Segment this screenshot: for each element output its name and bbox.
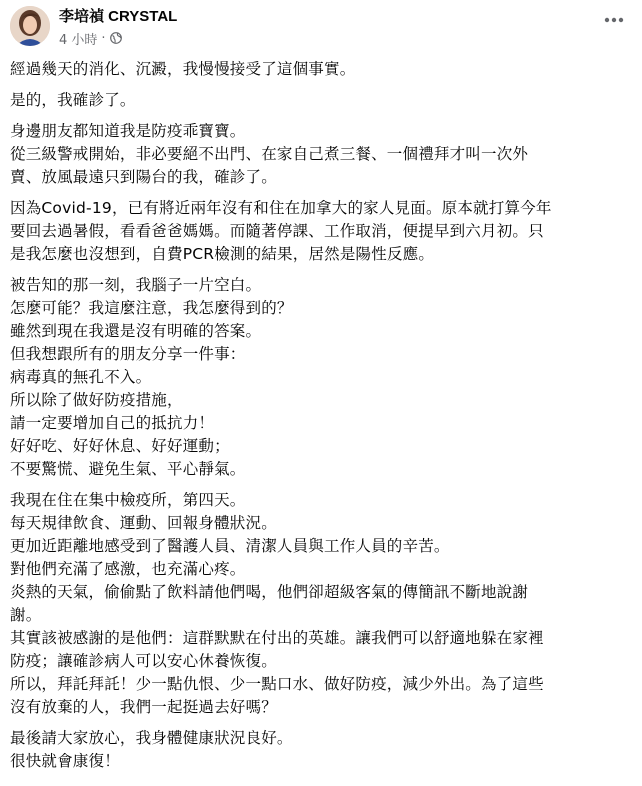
- post-text-line: 好好吃、好好休息、好好運動；: [10, 437, 230, 455]
- post-text-line: 因為Covid-19，已有將近兩年沒有和住在加拿大的家人見面。原本就打算今年: [10, 199, 552, 217]
- post-text-line: 很快就會康復！: [10, 752, 120, 770]
- post-text-line: 經過幾天的消化、沉澱，我慢慢接受了這個事實。: [10, 60, 356, 78]
- post-paragraph: [10, 274, 634, 481]
- post-text-line: 其實該被感謝的是他們：這群默默在付出的英雄。讓我們可以舒適地躲在家裡: [10, 629, 544, 647]
- author-avatar[interactable]: [10, 6, 50, 46]
- post-paragraph: [10, 489, 634, 719]
- more-options-icon: [604, 17, 624, 23]
- post-text-line: 身邊朋友都知道我是防疫乖寶寶。: [10, 122, 246, 140]
- post-text-line: 要回去過暑假，看看爸爸媽媽。而隨著停課、工作取消，便提早到六月初。只: [10, 222, 544, 240]
- post-text-line: 是我怎麼也沒想到，自費PCR檢測的結果，居然是陽性反應。: [10, 245, 435, 263]
- post-text-line: 謝。: [10, 606, 42, 624]
- post-paragraph: [10, 197, 634, 266]
- post-text-line: 沒有放棄的人，我們一起挺過去好嗎？: [10, 698, 277, 716]
- post-text-line: 更加近距離地感受到了醫護人員、清潔人員與工作人員的辛苦。: [10, 537, 450, 555]
- post-paragraph: [10, 727, 634, 773]
- post-text-line: 從三級警戒開始，非必要絕不出門、在家自己煮三餐、一個禮拜才叫一次外: [10, 145, 529, 163]
- post-text-line: 我現在住在集中檢疫所，第四天。: [10, 491, 246, 509]
- post-text-line: 不要驚慌、避免生氣、平心靜氣。: [10, 460, 246, 478]
- post-text-line: 但我想跟所有的朋友分享一件事：: [10, 345, 246, 363]
- post-text-line: 對他們充滿了感激，也充滿心疼。: [10, 560, 246, 578]
- post-paragraph: [10, 120, 634, 189]
- post-text-line: 是的，我確診了。: [10, 91, 136, 109]
- post-text-line: 被告知的那一刻，我腦子一片空白。: [10, 276, 262, 294]
- post-text-line: 請一定要增加自己的抵抗力！: [10, 414, 215, 432]
- post-timestamp[interactable]: 4 小時: [59, 32, 98, 48]
- post-text-line: 每天規律飲食、運動、回報身體狀況。: [10, 514, 277, 532]
- post-text-line: 雖然到現在我還是沒有明確的答案。: [10, 322, 262, 340]
- post-text-line: 最後請大家放心，我身體健康狀況良好。: [10, 729, 293, 747]
- post-text-line: 賣、放風最遠只到陽台的我，確診了。: [10, 168, 277, 186]
- post-body: [10, 58, 634, 781]
- post-text-line: 所以除了做好防疫措施，: [10, 391, 183, 409]
- post-header: [10, 6, 632, 50]
- post-text-line: 怎麼可能？我這麼注意，我怎麼得到的？: [10, 299, 293, 317]
- post-paragraph: [10, 89, 634, 112]
- globe-icon: [110, 32, 122, 44]
- post-text-line: 炎熱的天氣，偷偷點了飲料請他們喝，他們卻超級客氣的傳簡訊不斷地說謝: [10, 583, 529, 601]
- avatar-photo-icon: [10, 6, 50, 46]
- author-name[interactable]: 李培禎 CRYSTAL: [59, 8, 178, 25]
- post-text-line: 所以，拜託拜託！少一點仇恨、少一點口水、做好防疫，減少外出。為了這些: [10, 675, 544, 693]
- more-options-button[interactable]: [600, 10, 628, 30]
- post-meta: [59, 30, 122, 46]
- post-text-line: 病毒真的無孔不入。: [10, 368, 152, 386]
- post-paragraph: [10, 58, 634, 81]
- post-text-line: 防疫；讓確診病人可以安心休養恢復。: [10, 652, 277, 670]
- meta-separator: ·: [101, 30, 106, 46]
